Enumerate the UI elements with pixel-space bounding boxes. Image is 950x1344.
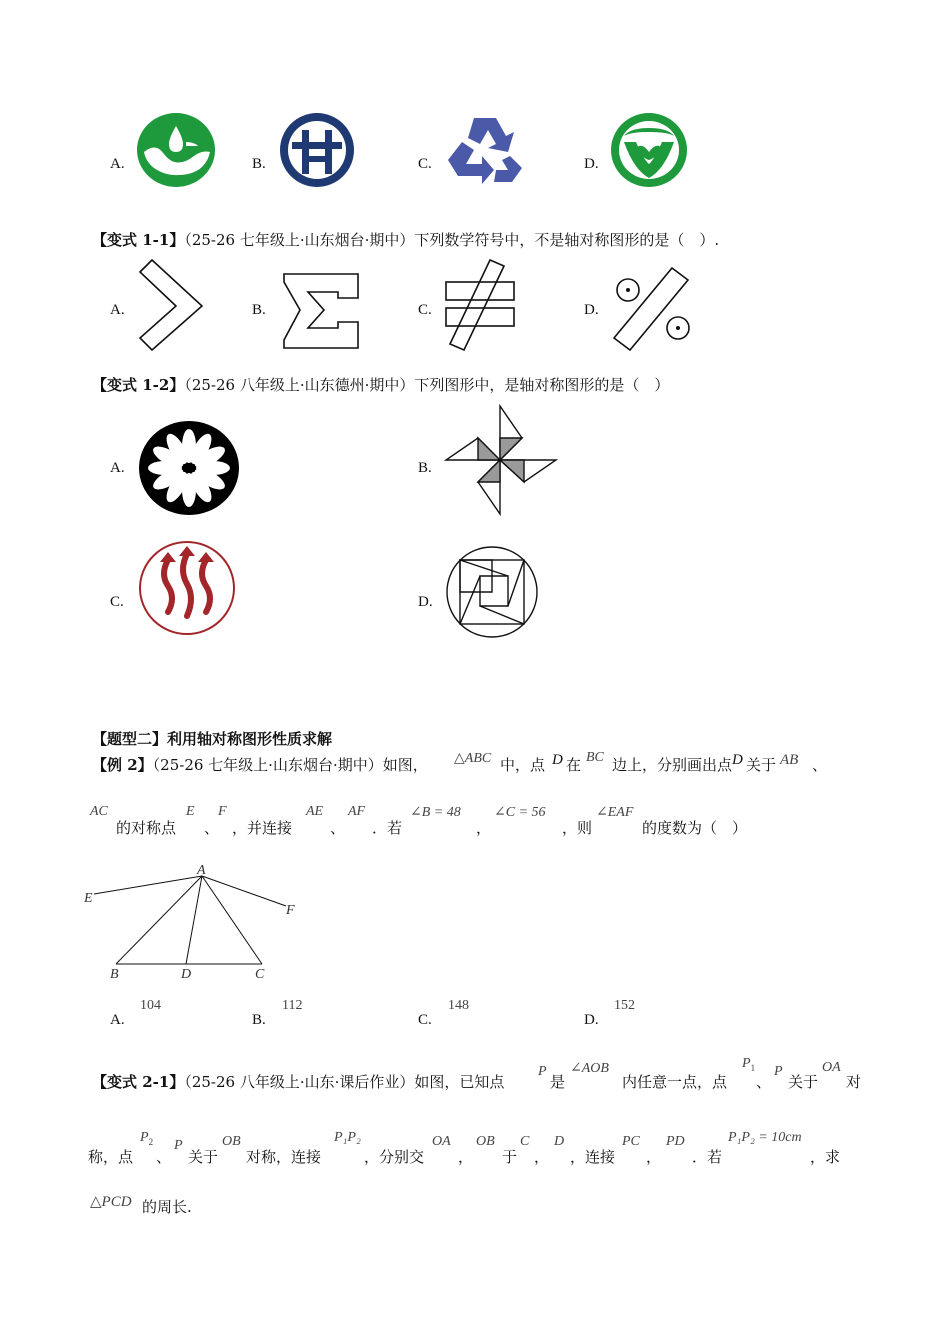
math-angle-c: ∠C = 56 xyxy=(494,805,546,820)
v21-text-b: 是 xyxy=(550,1073,566,1091)
v21-math-pd: PD xyxy=(666,1134,685,1149)
example-2-sep-1: 、 xyxy=(204,819,220,837)
variant-1-1-label: 【变式 1-1】 xyxy=(92,231,185,249)
variant-1-1-question xyxy=(92,229,719,250)
v21-math-p2 xyxy=(140,1130,153,1147)
v21-math-oa-2: OA xyxy=(432,1134,451,1149)
example-2-label: 【例 2】 xyxy=(92,756,153,774)
greater-than-symbol-icon xyxy=(136,258,206,352)
circle-square-pinwheel-icon xyxy=(446,546,538,638)
math-angle-b: ∠B = 48 xyxy=(410,805,461,820)
v21-text-l: ， xyxy=(458,1148,474,1166)
example-2-text-j: ，则 xyxy=(562,819,593,837)
label-d: D xyxy=(181,967,192,982)
math-af: AF xyxy=(348,804,366,819)
ex2-option-c-label: C. xyxy=(418,1012,432,1028)
label-b: B xyxy=(110,967,119,982)
math-d-2: D xyxy=(732,752,743,768)
v12-option-c-label: C. xyxy=(110,594,124,610)
v12-option-d-label: D. xyxy=(418,594,433,610)
v11-option-b-label: B. xyxy=(252,302,266,318)
example-2-text-e: 关于 xyxy=(746,756,777,774)
variant-1-2-question xyxy=(92,374,669,395)
example-2-sep-3: ， xyxy=(476,819,492,837)
v21-math-aob: ∠AOB xyxy=(570,1061,609,1076)
water-drop-logo-icon xyxy=(136,112,216,188)
v21-math-oa: OA xyxy=(822,1060,841,1075)
option-d-label: D. xyxy=(584,156,599,172)
v21-text-e: 关于 xyxy=(788,1073,819,1091)
example-2-text-a: （25-26 七年级上·山东烟台·期中）如图， xyxy=(152,756,428,774)
v21-text-o: ，连接 xyxy=(570,1148,616,1166)
ex2-option-b-value: 112 xyxy=(282,998,303,1013)
v21-text-g: 称，点 xyxy=(88,1148,134,1166)
math-d-1: D xyxy=(552,752,563,768)
v21-math-p-c: P xyxy=(174,1138,183,1153)
v21-math-ob: OB xyxy=(222,1134,241,1149)
not-equal-symbol-icon xyxy=(444,258,516,352)
example-2-text-h: ，并连接 xyxy=(232,819,293,837)
v21-text-i: 关于 xyxy=(188,1148,219,1166)
v21-text-j: 对称，连接 xyxy=(246,1148,322,1166)
math-e: E xyxy=(186,804,195,819)
percent-symbol-icon xyxy=(610,266,696,352)
ex2-option-d-value: 152 xyxy=(614,998,635,1013)
v11-option-d-label: D. xyxy=(584,302,599,318)
ex2-option-b-label: B. xyxy=(252,1012,266,1028)
math-ac: AC xyxy=(90,804,108,819)
example-2-text-f: 、 xyxy=(812,756,828,774)
v11-option-c-label: C. xyxy=(418,302,432,318)
v21-math-p2-sub: 2 xyxy=(148,1136,154,1147)
math-ab: AB xyxy=(780,752,799,768)
v12-option-b-label: B. xyxy=(418,460,432,476)
v21-math-c: C xyxy=(520,1134,530,1149)
v21-text-r: ，求 xyxy=(810,1148,841,1166)
ex2-option-a-label: A. xyxy=(110,1012,125,1028)
ex2-option-d-label: D. xyxy=(584,1012,599,1028)
variant-2-1-label: 【变式 2-1】 xyxy=(92,1073,185,1091)
math-ae: AE xyxy=(306,804,324,819)
green-food-logo-icon xyxy=(610,112,688,188)
v21-text-c: 内任意一点，点 xyxy=(622,1073,728,1091)
v21-math-pcd: △PCD xyxy=(90,1194,132,1210)
section-2-title: 【题型二】利用轴对称图形性质求解 xyxy=(92,730,333,748)
label-c: C xyxy=(255,967,265,982)
example-2-text-c: 在 xyxy=(566,756,582,774)
example-2-text-b: 中，点 xyxy=(500,756,546,774)
v21-math-p1 xyxy=(742,1056,755,1073)
v21-text-k: ，分别交 xyxy=(364,1148,425,1166)
option-a-label: A. xyxy=(110,156,125,172)
v21-text-a: （25-26 八年级上·山东·课后作业）如图，已知点 xyxy=(184,1073,505,1091)
example-2-line-1 xyxy=(92,754,428,775)
v11-option-a-label: A. xyxy=(110,302,125,318)
variant-2-1-line-1 xyxy=(92,1071,504,1092)
v21-math-p-b: P xyxy=(774,1064,783,1079)
recycle-icon xyxy=(444,112,526,186)
math-bc: BC xyxy=(586,750,604,765)
variant-1-1-text: （25-26 七年级上·山东烟台·期中）下列数学符号中，不是轴对称图形的是（ ）. xyxy=(184,231,720,249)
label-e: E xyxy=(84,891,93,906)
example-2-text-k: 的度数为（ ） xyxy=(642,819,748,837)
example-2-text-d: 边上，分别画出点 xyxy=(612,756,733,774)
v21-math-p1-letter: P xyxy=(742,1056,751,1071)
v21-math-eq: P₁P₂ = 10cm xyxy=(728,1130,802,1145)
v21-math-pc: PC xyxy=(622,1134,640,1149)
example-2-text-i: ．若 xyxy=(372,819,403,837)
v21-math-p: P xyxy=(538,1064,547,1079)
triangle-figure xyxy=(80,858,310,988)
option-c-label: C. xyxy=(418,156,432,172)
example-2-sep-2: 、 xyxy=(330,819,346,837)
v21-math-d: D xyxy=(554,1134,565,1149)
variant-1-2-text: （25-26 八年级上·山东德州·期中）下列图形中，是轴对称图形的是（ ） xyxy=(184,376,670,394)
sigma-symbol-icon xyxy=(278,270,362,352)
variant-1-2-label: 【变式 1-2】 xyxy=(92,376,185,394)
v21-text-f: 对 xyxy=(846,1073,862,1091)
v21-text-m: 于 xyxy=(502,1148,518,1166)
math-angle-eaf: ∠EAF xyxy=(596,805,634,820)
ex2-option-a-value: 104 xyxy=(140,998,161,1013)
math-f: F xyxy=(218,804,227,819)
label-a: A xyxy=(197,863,206,878)
flower-wheel-icon xyxy=(138,420,240,516)
rail-logo-icon xyxy=(278,112,356,188)
example-2-text-g: 的对称点 xyxy=(116,819,177,837)
v21-text-n: ， xyxy=(534,1148,550,1166)
v21-text-s: 的周长. xyxy=(142,1198,192,1216)
v21-text-p: ， xyxy=(646,1148,662,1166)
label-f: F xyxy=(286,903,295,918)
option-b-label: B. xyxy=(252,156,266,172)
heat-waves-icon xyxy=(138,540,236,636)
v21-math-p1p2: P₁P₂ xyxy=(334,1130,361,1145)
math-triangle-abc: △ABC xyxy=(454,751,492,766)
v21-math-ob-2: OB xyxy=(476,1134,495,1149)
ex2-option-c-value: 148 xyxy=(448,998,469,1013)
v21-math-p2-letter: P xyxy=(140,1130,149,1145)
v21-text-h: 、 xyxy=(156,1148,172,1166)
v21-text-q: ．若 xyxy=(692,1148,723,1166)
pinwheel-icon xyxy=(444,404,558,516)
v21-text-d: 、 xyxy=(756,1073,772,1091)
v21-math-p1-sub: 1 xyxy=(750,1062,756,1073)
v12-option-a-label: A. xyxy=(110,460,125,476)
